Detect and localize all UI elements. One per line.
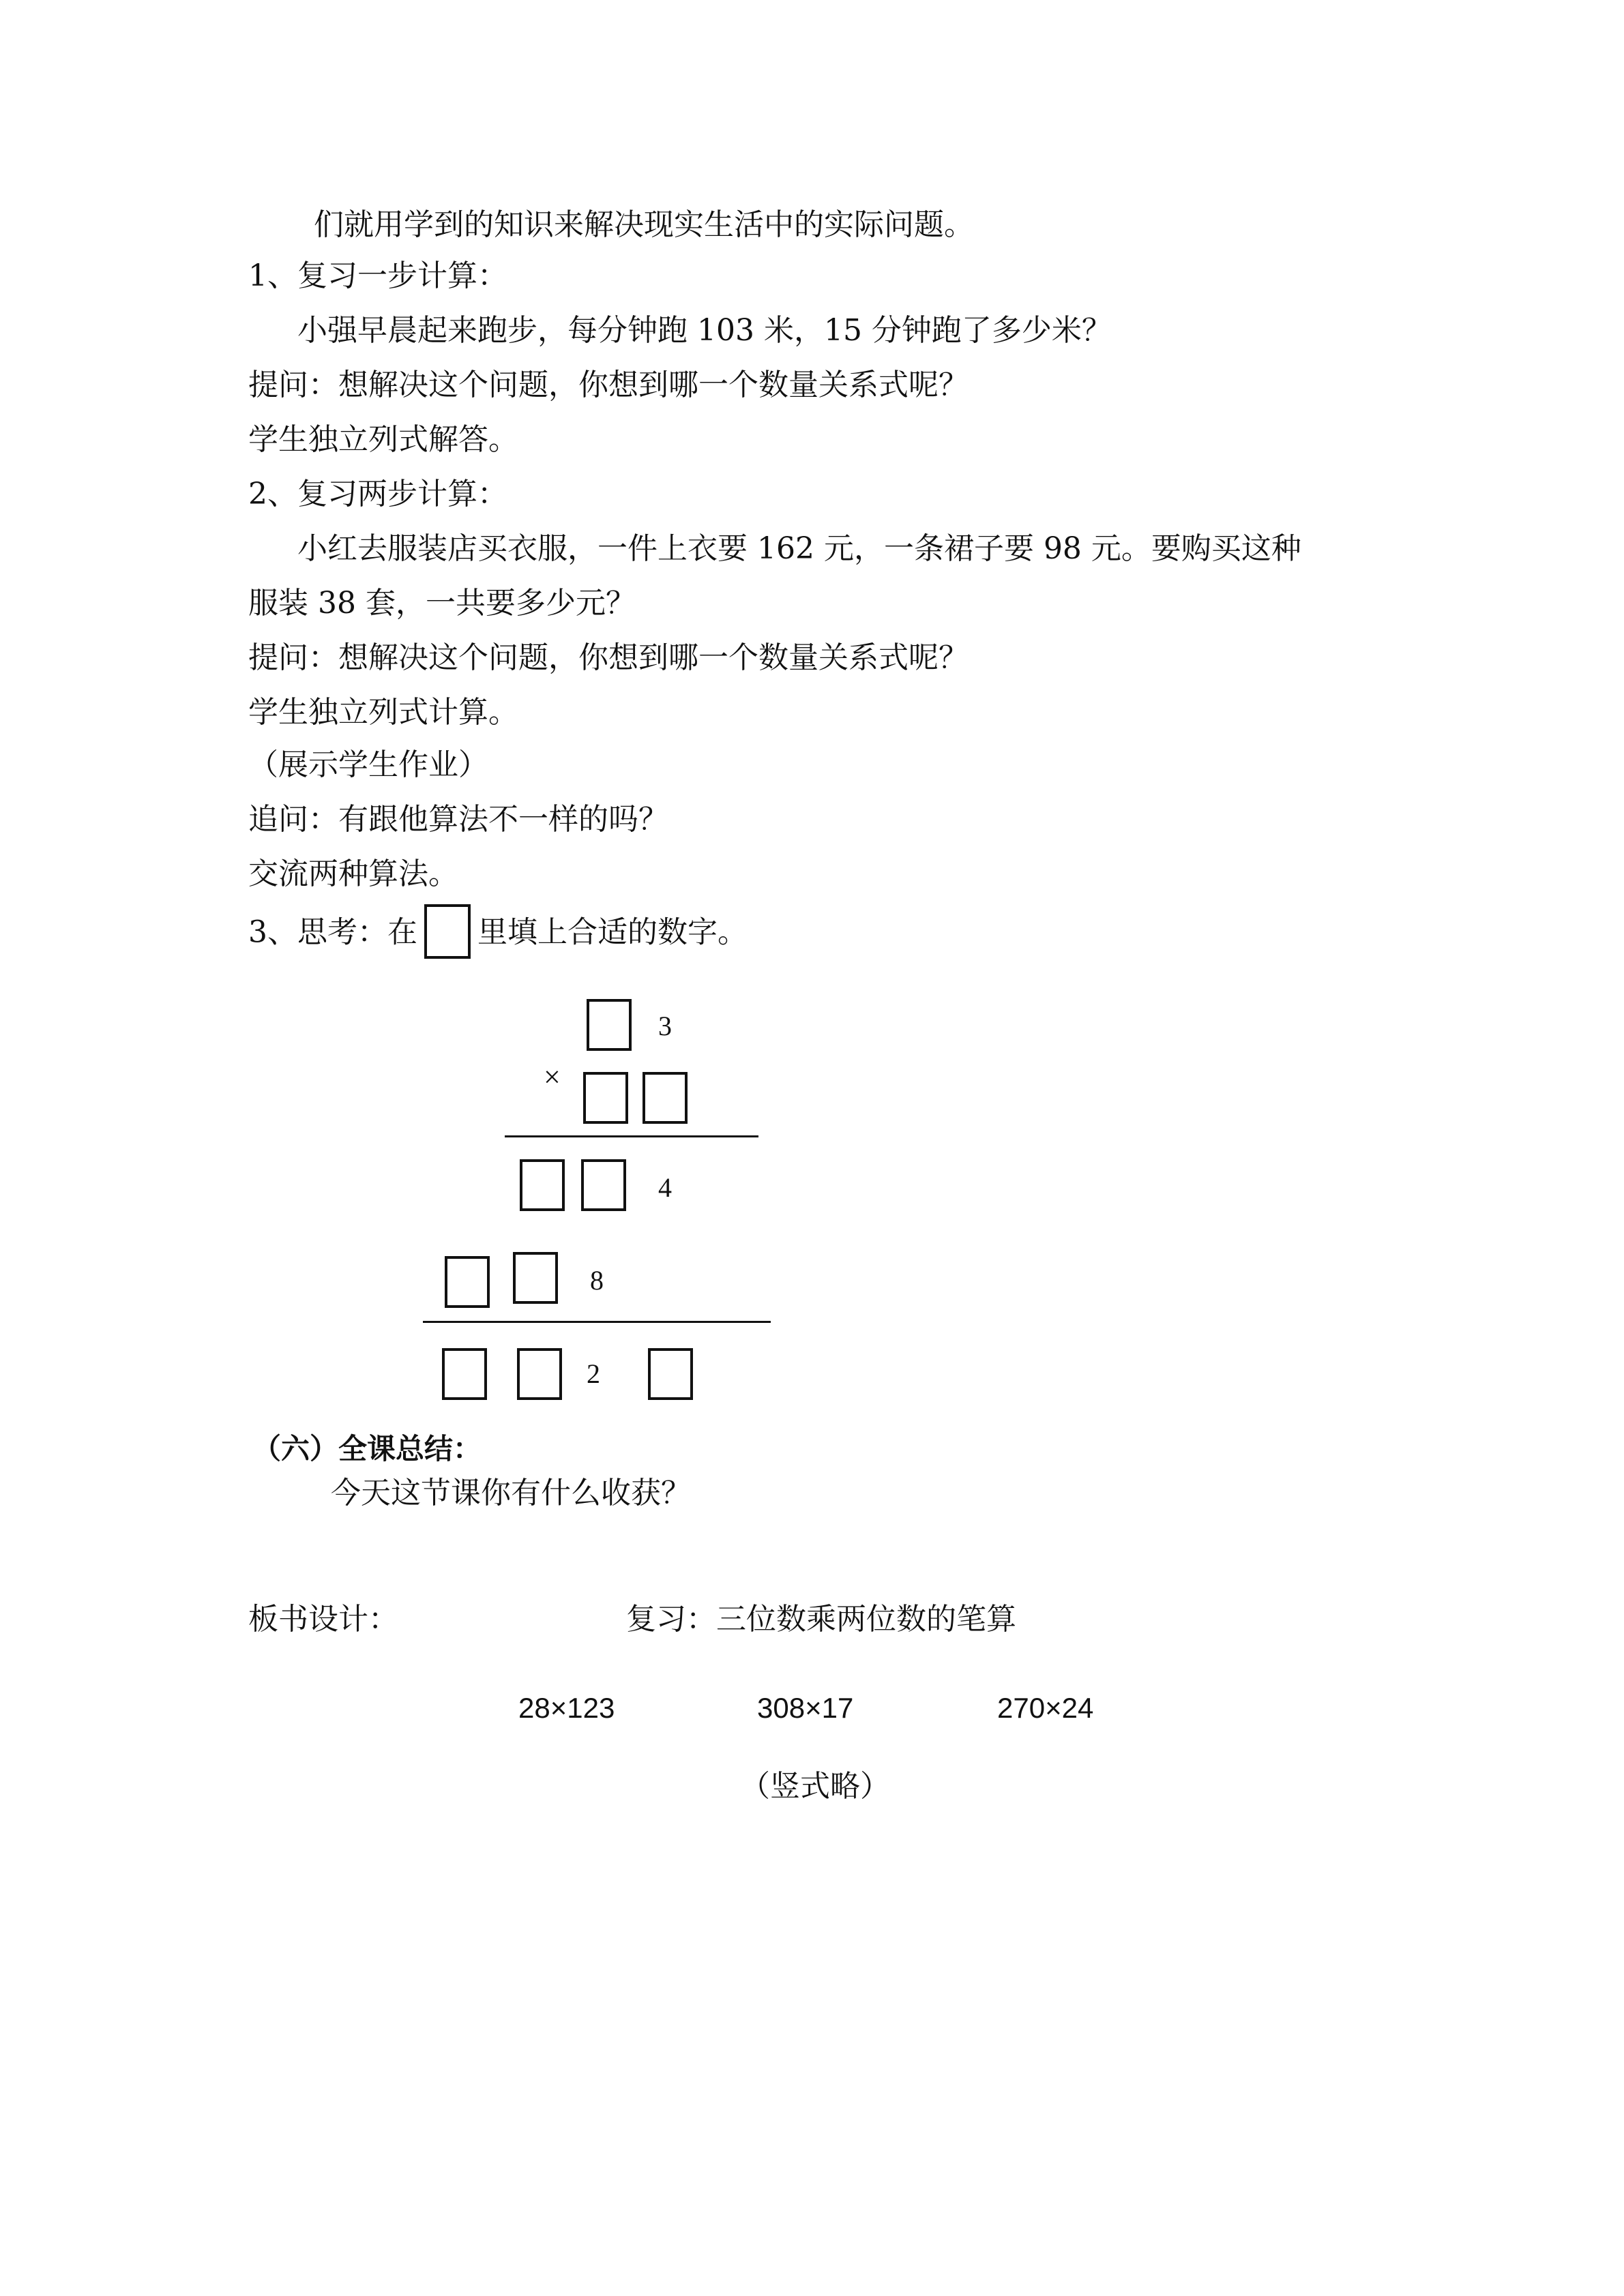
summary-question: 今天这节课你有什么收获？ (331, 1476, 691, 1510)
review2-exchange: 交流两种算法。 (248, 856, 458, 891)
puzzle-blank-r2c2 (643, 1072, 688, 1124)
puzzle-blank-r3c1 (520, 1159, 565, 1211)
blank-box-icon (424, 904, 471, 959)
review3-heading (248, 907, 748, 961)
review3-heading-after: 里填上合适的数字。 (477, 914, 748, 950)
review1-problem: 小强早晨起来跑步，每分钟跑 103 米，15 分钟跑了多少米？ (297, 313, 1112, 348)
review1-question: 提问：想解决这个问题，你想到哪一个数量关系式呢？ (248, 368, 969, 402)
puzzle-rule-2 (423, 1321, 771, 1323)
puzzle-digit-r4: 8 (590, 1265, 604, 1296)
puzzle-blank-r5c4 (648, 1348, 693, 1400)
review2-problem-line2: 服装 38 套，一共要多少元？ (248, 586, 636, 621)
review2-show: （展示学生作业） (248, 747, 488, 782)
times-sign-icon: × (544, 1060, 561, 1094)
review2-heading: 2、复习两步计算： (248, 477, 507, 511)
puzzle-blank-r1c1 (587, 999, 632, 1051)
puzzle-digit-r3: 4 (658, 1172, 672, 1203)
puzzle-blank-r4c2 (513, 1252, 558, 1304)
review2-problem-line1: 小红去服装店买衣服，一件上衣要 162 元，一条裙子要 98 元。要购买这种 (297, 531, 1301, 566)
puzzle-blank-r2c1 (583, 1072, 628, 1124)
review1-task: 学生独立列式解答。 (248, 422, 518, 457)
intro-line: 们就用学到的知识来解决现实生活中的实际问题。 (314, 207, 974, 242)
puzzle-digit-r5: 2 (587, 1358, 600, 1389)
board-expr-2: 308×17 (757, 1692, 854, 1724)
board-expr-3: 270×24 (997, 1692, 1094, 1724)
board-note: （竖式略） (740, 1769, 890, 1804)
puzzle-blank-r5c2 (517, 1348, 562, 1400)
board-label: 板书设计： (248, 1602, 398, 1637)
puzzle-blank-r4c1 (445, 1256, 490, 1308)
puzzle-blank-r3c2 (581, 1159, 626, 1211)
summary-heading: （六）全课总结： (252, 1433, 482, 1465)
board-expr-1: 28×123 (518, 1692, 615, 1724)
review3-heading-before: 3、思考：在 (248, 914, 417, 950)
board-title: 复习：三位数乘两位数的笔算 (626, 1602, 1016, 1637)
review2-question: 提问：想解决这个问题，你想到哪一个数量关系式呢？ (248, 640, 969, 675)
puzzle-rule-1 (505, 1135, 758, 1137)
review1-heading: 1、复习一步计算： (248, 258, 507, 293)
puzzle-digit-r1: 3 (658, 1011, 672, 1041)
puzzle-blank-r5c1 (442, 1348, 487, 1400)
review2-follow-up: 追问：有跟他算法不一样的吗？ (248, 802, 668, 837)
review2-task: 学生独立列式计算。 (248, 695, 518, 730)
